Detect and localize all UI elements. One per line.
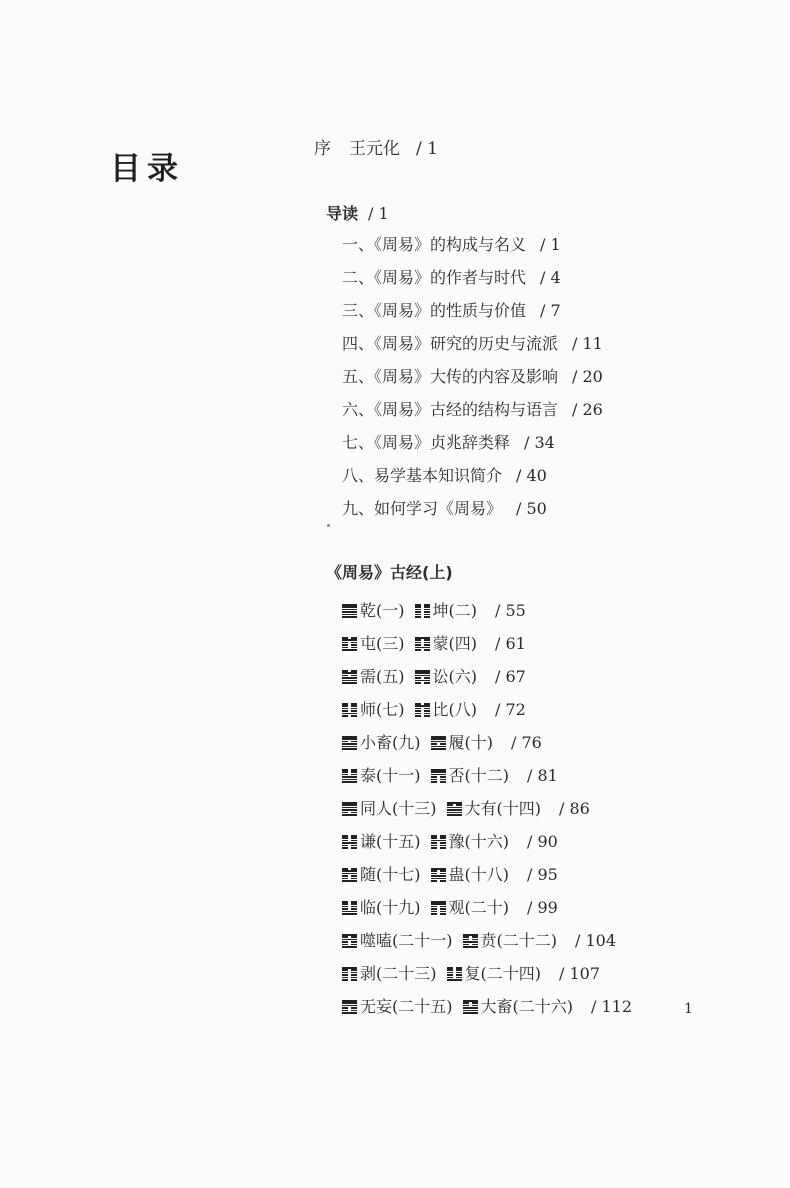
- hexagram-name: 蒙(四): [432, 633, 477, 653]
- toc-item-title: 五、《周易》大传的内容及影响: [342, 367, 559, 386]
- hexagram-entry[interactable]: [463, 930, 558, 952]
- toc-item-page: / 50: [516, 499, 547, 518]
- hexagram-entry[interactable]: [342, 897, 421, 919]
- hexagram-row-page: / 112: [591, 996, 633, 1016]
- hexagram-entry[interactable]: [342, 765, 421, 787]
- toc-item-title: 四、《周易》研究的历史与流派: [342, 334, 559, 353]
- hexagram-row-page: / 55: [495, 600, 526, 620]
- hexagram-name: 否(十二): [448, 765, 509, 785]
- toc-item-title: 七、《周易》贞兆辞类释: [342, 433, 511, 452]
- hexagram-name: 大畜(二十六): [480, 996, 573, 1016]
- hexagram-row[interactable]: [342, 693, 632, 726]
- hexagram-row-page: / 72: [495, 699, 526, 719]
- hexagram-row-page: / 99: [527, 897, 558, 917]
- toc-item[interactable]: [342, 234, 603, 267]
- hexagram-icon: [342, 900, 357, 915]
- hexagram-row-page: / 107: [559, 963, 601, 983]
- hexagram-row-page: / 104: [575, 930, 617, 950]
- hexagram-entry[interactable]: [342, 666, 405, 688]
- toc-item-page: / 1: [540, 235, 561, 254]
- page-title: 目录: [110, 151, 184, 187]
- hexagram-row[interactable]: [342, 627, 632, 660]
- hexagram-entry[interactable]: [431, 864, 510, 886]
- hexagram-icon: [342, 966, 357, 981]
- hexagram-row[interactable]: [342, 891, 632, 924]
- preface-entry[interactable]: [314, 138, 438, 160]
- hexagram-name: 观(二十): [448, 897, 509, 917]
- hexagram-row-page: / 95: [527, 864, 558, 884]
- guide-list: [342, 234, 603, 531]
- hexagram-icon: [342, 867, 357, 882]
- hexagram-icon: [415, 636, 430, 651]
- toc-item[interactable]: [342, 432, 603, 465]
- toc-item-title: 九、如何学习《周易》: [342, 499, 503, 518]
- toc-item-title: 二、《周易》的作者与时代: [342, 268, 527, 287]
- hexagram-icon: [342, 999, 357, 1014]
- hexagram-entry[interactable]: [342, 633, 405, 655]
- hexagram-name: 剥(二十三): [360, 963, 437, 983]
- hexagram-icon: [431, 768, 446, 783]
- hexagram-entry[interactable]: [431, 732, 494, 754]
- preface-label: 序: [314, 139, 331, 159]
- hexagram-name: 贲(二十二): [480, 930, 557, 950]
- hexagram-icon: [415, 603, 430, 618]
- hexagram-name: 小畜(九): [360, 732, 421, 752]
- hexagram-name: 无妄(二十五): [360, 996, 453, 1016]
- guide-heading[interactable]: [326, 203, 389, 225]
- hexagram-row-page: / 61: [495, 633, 526, 653]
- toc-item[interactable]: [342, 333, 603, 366]
- hexagram-icon: [342, 603, 357, 618]
- hexagram-entry[interactable]: [431, 831, 510, 853]
- hexagram-name: 讼(六): [432, 666, 477, 686]
- hexagram-list: [342, 594, 632, 1023]
- hexagram-entry[interactable]: [447, 798, 542, 820]
- hexagram-name: 坤(二): [432, 600, 477, 620]
- classic-upper-heading[interactable]: 《周易》古经(上): [326, 563, 453, 582]
- hexagram-entry[interactable]: [447, 963, 542, 985]
- hexagram-row-page: / 86: [559, 798, 590, 818]
- preface-author: 王元化: [349, 139, 400, 159]
- hexagram-row[interactable]: [342, 759, 632, 792]
- hexagram-icon: [447, 801, 462, 816]
- hexagram-icon: [447, 966, 462, 981]
- hexagram-name: 泰(十一): [360, 765, 421, 785]
- hexagram-entry[interactable]: [463, 996, 574, 1018]
- hexagram-row[interactable]: [342, 792, 632, 825]
- hexagram-entry[interactable]: [415, 633, 478, 655]
- hexagram-row-page: / 67: [495, 666, 526, 686]
- hexagram-name: 比(八): [432, 699, 477, 719]
- hexagram-row[interactable]: [342, 825, 632, 858]
- hexagram-icon: [342, 801, 357, 816]
- hexagram-entry[interactable]: [342, 930, 453, 952]
- hexagram-name: 乾(一): [360, 600, 405, 620]
- hexagram-name: 师(七): [360, 699, 405, 719]
- toc-item-title: 三、《周易》的性质与价值: [342, 301, 527, 320]
- hexagram-icon: [431, 867, 446, 882]
- hexagram-entry[interactable]: [415, 699, 478, 721]
- hexagram-row[interactable]: [342, 594, 632, 627]
- hexagram-entry[interactable]: [431, 765, 510, 787]
- hexagram-icon: [342, 669, 357, 684]
- hexagram-name: 随(十七): [360, 864, 421, 884]
- hexagram-icon: [431, 735, 446, 750]
- guide-heading-page: / 1: [368, 204, 389, 223]
- hexagram-icon: [342, 834, 357, 849]
- hexagram-row[interactable]: [342, 726, 632, 759]
- toc-item-page: / 7: [540, 301, 561, 320]
- hexagram-entry[interactable]: [342, 831, 421, 853]
- hexagram-name: 大有(十四): [464, 798, 541, 818]
- toc-item-page: / 40: [516, 466, 547, 485]
- hexagram-name: 临(十九): [360, 897, 421, 917]
- hexagram-icon: [431, 834, 446, 849]
- toc-item[interactable]: [342, 498, 603, 531]
- hexagram-row[interactable]: [342, 660, 632, 693]
- hexagram-row-page: / 90: [527, 831, 558, 851]
- hexagram-name: 谦(十五): [360, 831, 421, 851]
- stray-dot: [327, 524, 330, 527]
- hexagram-name: 噬嗑(二十一): [360, 930, 453, 950]
- toc-item-page: / 26: [572, 400, 603, 419]
- page-number: 1: [684, 1001, 693, 1017]
- hexagram-entry[interactable]: [342, 798, 437, 820]
- hexagram-icon: [415, 669, 430, 684]
- hexagram-entry[interactable]: [342, 864, 421, 886]
- toc-item[interactable]: [342, 267, 603, 300]
- hexagram-row-page: / 81: [527, 765, 558, 785]
- hexagram-entry[interactable]: [342, 996, 453, 1018]
- toc-item[interactable]: [342, 366, 603, 399]
- hexagram-icon: [342, 933, 357, 948]
- hexagram-name: 需(五): [360, 666, 405, 686]
- hexagram-entry[interactable]: [415, 600, 478, 622]
- hexagram-row[interactable]: [342, 924, 632, 957]
- toc-item[interactable]: [342, 300, 603, 333]
- hexagram-icon: [463, 999, 478, 1014]
- hexagram-icon: [342, 768, 357, 783]
- toc-item-page: / 11: [572, 334, 603, 353]
- toc-item-page: / 34: [524, 433, 555, 452]
- toc-item-page: / 20: [572, 367, 603, 386]
- toc-item-page: / 4: [540, 268, 561, 287]
- hexagram-entry[interactable]: [431, 897, 510, 919]
- guide-heading-label: 导读: [326, 204, 359, 223]
- hexagram-name: 履(十): [448, 732, 493, 752]
- hexagram-icon: [463, 933, 478, 948]
- toc-item[interactable]: [342, 399, 603, 432]
- hexagram-name: 豫(十六): [448, 831, 509, 851]
- hexagram-name: 同人(十三): [360, 798, 437, 818]
- hexagram-row-page: / 76: [511, 732, 542, 752]
- toc-item[interactable]: [342, 465, 603, 498]
- hexagram-icon: [342, 735, 357, 750]
- toc-item-title: 八、易学基本知识简介: [342, 466, 503, 485]
- hexagram-icon: [342, 702, 357, 717]
- hexagram-row[interactable]: [342, 957, 632, 990]
- hexagram-name: 蛊(十八): [448, 864, 509, 884]
- hexagram-entry[interactable]: [342, 732, 421, 754]
- hexagram-name: 复(二十四): [464, 963, 541, 983]
- hexagram-entry[interactable]: [415, 666, 478, 688]
- hexagram-entry[interactable]: [342, 699, 405, 721]
- hexagram-entry[interactable]: [342, 600, 405, 622]
- hexagram-icon: [431, 900, 446, 915]
- hexagram-row[interactable]: [342, 990, 632, 1023]
- hexagram-row[interactable]: [342, 858, 632, 891]
- hexagram-entry[interactable]: [342, 963, 437, 985]
- hexagram-name: 屯(三): [360, 633, 405, 653]
- toc-item-title: 六、《周易》古经的结构与语言: [342, 400, 559, 419]
- hexagram-icon: [342, 636, 357, 651]
- preface-page: / 1: [416, 139, 438, 159]
- toc-item-title: 一、《周易》的构成与名义: [342, 235, 527, 254]
- hexagram-icon: [415, 702, 430, 717]
